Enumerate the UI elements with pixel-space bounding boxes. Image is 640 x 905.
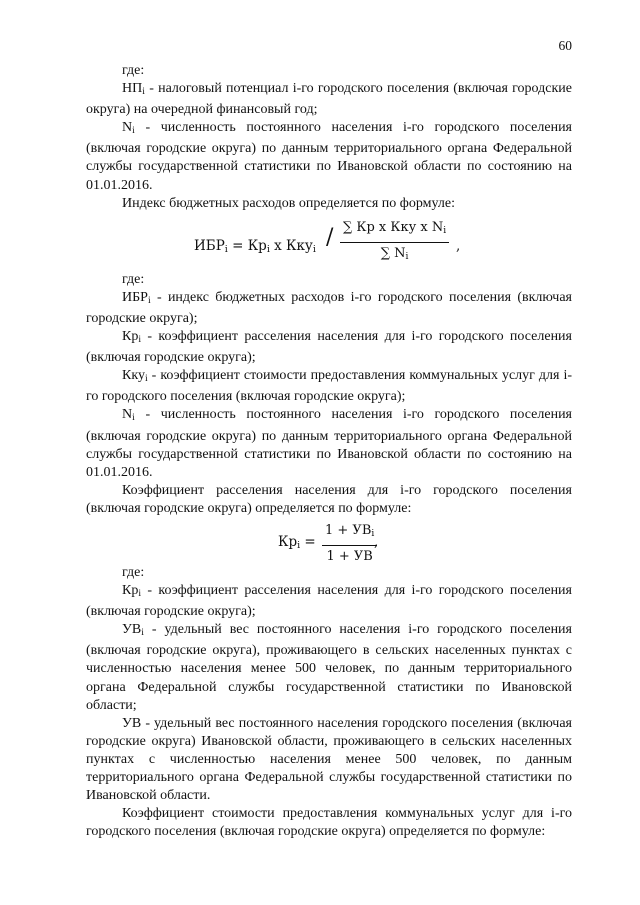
formula-kr-lhs: $Кр_i$ = [278, 533, 316, 551]
where-label-2: где: [122, 271, 145, 287]
def-np: $НП_i$ - налоговый потенциал i-го городского поселения (включая городские округа) на очередной финансовый год; [86, 81, 572, 118]
formula-kr-fraction [322, 522, 377, 566]
def-kr: $Кр_i$ - коэффициент расселения населения для i-го городского поселения (включая городские округа); [86, 329, 572, 366]
formula-ibr-fraction [340, 219, 449, 266]
formula-ibr-slash: / [326, 224, 334, 250]
formula-kr [86, 518, 572, 564]
kku-intro: Коэффициент стоимости предоставления коммунальных услуг для i-го городского поселения (включая городские округа) определяется по формуле: [86, 806, 572, 840]
formula-ibr-lhs: $ИБР_i = Кр_i$ x Кку$_i$ [194, 237, 316, 255]
def-kr-2: $Кр_i$ - коэффициент расселения населения для i-го городского поселения (включая городские округа); [86, 583, 572, 620]
def-ibr: $ИБР_i$ - индекс бюджетных расходов i-го городского поселения (включая городские округа); [86, 289, 572, 326]
formula-ibr-denominator: ∑ $N_i$ [380, 245, 409, 262]
def-kku: Кку$_i$ - коэффициент стоимости предоставления коммунальных услуг для i-го городского поселения (включая городские округа); [86, 368, 572, 405]
formula-ibr-comma: , [456, 237, 461, 254]
ibr-intro: Индекс бюджетных расходов определяется по формуле: [122, 195, 455, 211]
kr-intro: Коэффициент расселения населения для i-го городского поселения (включая городские округа) определяется по формуле: [86, 482, 572, 516]
document-body [86, 62, 572, 841]
def-n1: $N_i$ - численность постоянного населения i-го городского поселения (включая городские округа) по данным территориального органа Федеральной службы государственной статистики по Ивановской области по состоянию на 01.01.2016. [86, 120, 572, 193]
page-number: 60 [558, 38, 572, 53]
def-n2: $N_i$ - численность постоянного населения i-го городского поселения (включая городские округа) по данным территориального органа Федеральной службы государственной статистики по Ивановской области по состоянию на 01.01.2016. [86, 407, 572, 480]
where-label-3: где: [122, 564, 145, 580]
formula-ibr-numerator: ∑ Кр x Кку x $N_i$ [340, 219, 449, 243]
where-label: где: [122, 63, 145, 78]
formula-kr-numerator: $1 + УВ_i$ [322, 522, 377, 546]
def-uv: УВ - удельный вес постоянного населения городского поселения (включая городские округа) Ивановской области, проживающего в сельских населенных пунктах с численностью населения менее 500 человек, по данным территориального органа Федеральной службы государственной статистики по Ивановской области. [86, 715, 572, 804]
def-uvi: $УВ_i$ - удельный вес постоянного населения i-го городского поселения (включая городские округа), проживающего в сельских населенных пунктах с численностью населения менее 500 человек, по данным территориального органа Федеральной службы государственной статистики по Ивановской области; [86, 622, 572, 713]
formula-kr-denominator: 1 + УВ [326, 549, 373, 565]
formula-kr-comma: , [374, 533, 379, 550]
formula-ibr [86, 213, 572, 271]
